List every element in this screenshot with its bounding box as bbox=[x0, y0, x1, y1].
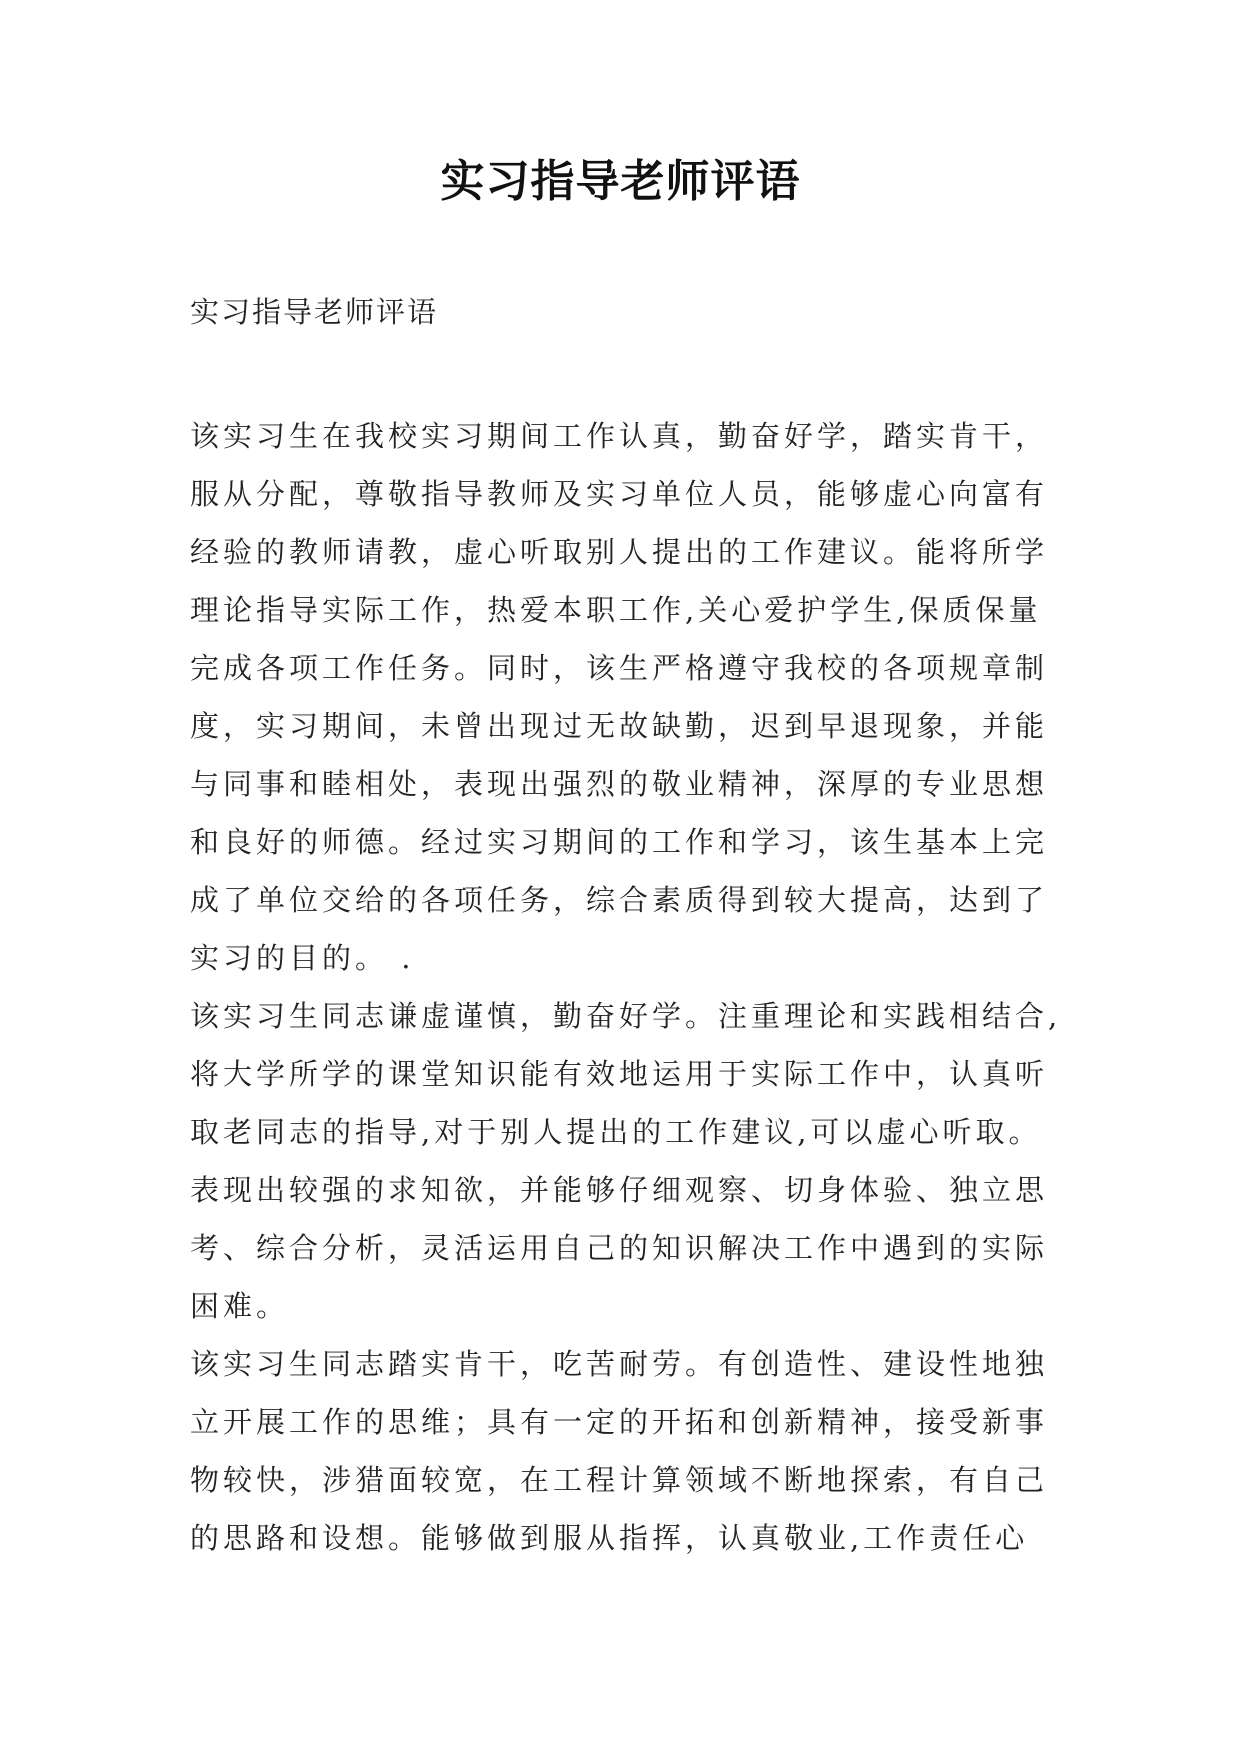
text-line: 该实习生同志踏实肯干，吃苦耐劳。有创造性、建设性地独 bbox=[190, 1347, 1049, 1381]
text-line: 实习的目的。 . bbox=[190, 941, 415, 975]
text-line: 表现出较强的求知欲，并能够仔细观察、切身体验、独立思 bbox=[190, 1173, 1049, 1207]
text-line: 将大学所学的课堂知识能有效地运用于实际工作中，认真听 bbox=[190, 1057, 1049, 1091]
text-line: 与同事和睦相处，表现出强烈的敬业精神，深厚的专业思想 bbox=[190, 767, 1049, 801]
text-line: 物较快，涉猎面较宽，在工程计算领域不断地探索，有自己 bbox=[190, 1463, 1049, 1497]
text-line: 该实习生在我校实习期间工作认真，勤奋好学，踏实肯干， bbox=[190, 419, 1049, 453]
document-title: 实习指导老师评语 bbox=[440, 156, 801, 207]
text-line: 立开展工作的思维；具有一定的开拓和创新精神，接受新事 bbox=[190, 1405, 1049, 1439]
text-line: 经验的教师请教，虚心听取别人提出的工作建议。能将所学 bbox=[190, 535, 1049, 569]
text-line: 和良好的师德。经过实习期间的工作和学习，该生基本上完 bbox=[190, 825, 1049, 859]
text-line: 度，实习期间，未曾出现过无故缺勤，迟到早退现象，并能 bbox=[190, 709, 1049, 743]
text-line: 考、综合分析，灵活运用自己的知识解决工作中遇到的实际 bbox=[190, 1231, 1049, 1265]
text-line: 该实习生同志谦虚谨慎，勤奋好学。注重理论和实践相结合, bbox=[190, 999, 1062, 1033]
text-line: 取老同志的指导,对于别人提出的工作建议,可以虚心听取。 bbox=[190, 1115, 1042, 1149]
text-line: 的思路和设想。能够做到服从指挥，认真敬业,工作责任心 bbox=[190, 1521, 1029, 1555]
text-line: 服从分配，尊敬指导教师及实习单位人员，能够虚心向富有 bbox=[190, 477, 1049, 511]
document-subtitle: 实习指导老师评语 bbox=[190, 295, 439, 329]
body-text bbox=[190, 407, 1070, 1567]
text-line: 理论指导实际工作，热爱本职工作,关心爱护学生,保质保量 bbox=[190, 593, 1042, 627]
text-line: 困难。 bbox=[190, 1289, 290, 1323]
text-line: 成了单位交给的各项任务，综合素质得到较大提高，达到了 bbox=[190, 883, 1049, 917]
text-line: 完成各项工作任务。同时，该生严格遵守我校的各项规章制 bbox=[190, 651, 1049, 685]
